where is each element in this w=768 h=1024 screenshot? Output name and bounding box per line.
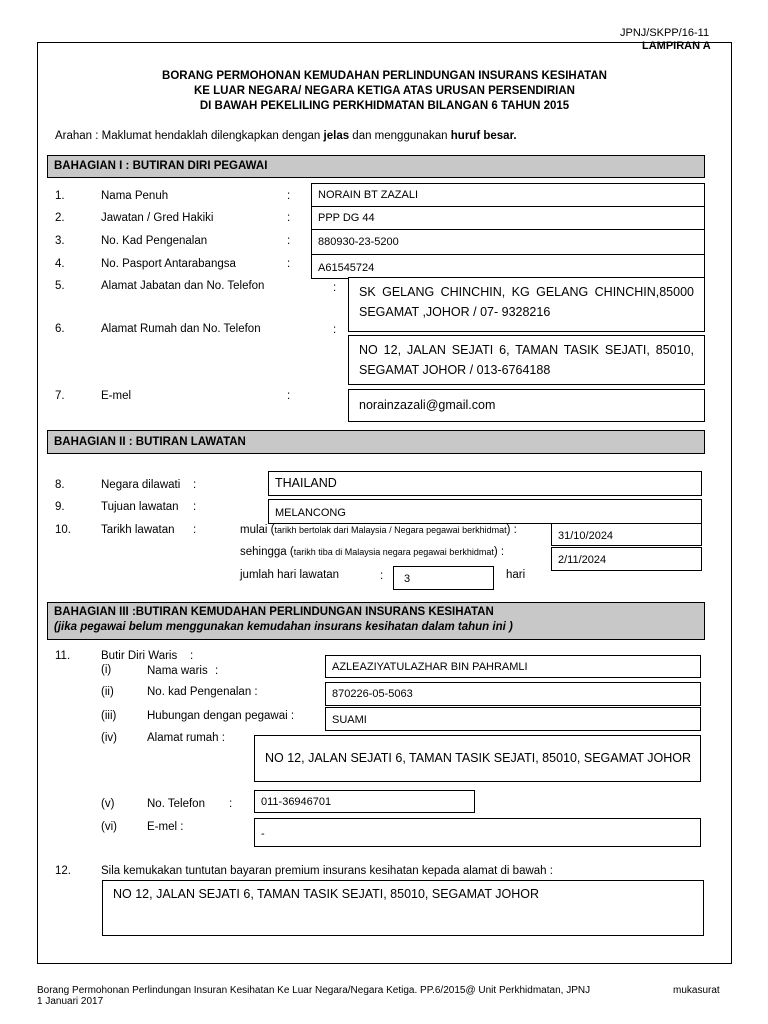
full-name-field[interactable]: NORAIN BT ZAZALI: [311, 183, 705, 207]
heir-relationship-label: Hubungan dengan pegawai :: [147, 710, 295, 722]
position-grade-label: Jawatan / Gred Hakiki: [101, 212, 214, 224]
colon: :: [215, 665, 219, 677]
days-unit-label: hari: [506, 569, 526, 581]
footer-page-label: mukasurat: [673, 985, 720, 996]
office-address-field[interactable]: SK GELANG CHINCHIN, KG GELANG CHINCHIN,85000 SEGAMAT ,JOHOR / 07- 9328216: [348, 277, 705, 332]
colon: :: [287, 390, 291, 402]
total-days-label: jumlah hari lawatan: [240, 569, 340, 581]
section2-header: BAHAGIAN II : BUTIRAN LAWATAN: [47, 430, 705, 454]
colon: :: [229, 798, 233, 810]
field-number: 5.: [55, 280, 65, 292]
field-number: 10.: [55, 524, 71, 536]
footer-text: Borang Permohonan Perlindungan Insuran Kesihatan Ke Luar Negara/Negara Ketiga. PP.6/2015@ Unit Perkhidmatan, JPNJ: [37, 985, 591, 996]
colon: :: [333, 324, 337, 336]
premium-address-label: Sila kemukakan tuntutan bayaran premium insurans kesihatan kepada alamat di bawah :: [101, 865, 553, 877]
ic-number-field[interactable]: 880930-23-5200: [311, 229, 705, 255]
country-label: Negara dilawati: [101, 479, 181, 491]
heir-email-label: E-mel :: [147, 821, 184, 833]
heir-name-field[interactable]: AZLEAZIYATULAZHAR BIN PAHRAMLI: [325, 655, 701, 678]
heir-email-field[interactable]: -: [254, 818, 701, 847]
heir-address-field[interactable]: NO 12, JALAN SEJATI 6, TAMAN TASIK SEJATI, 85010, SEGAMAT JOHOR: [254, 735, 701, 782]
date-from-label: mulai (tarikh bertolak dari Malaysia / Negara pegawai berkhidmat) :: [240, 524, 517, 536]
premium-address-field[interactable]: NO 12, JALAN SEJATI 6, TAMAN TASIK SEJATI, 85010, SEGAMAT JOHOR: [102, 880, 704, 936]
section3-title: BAHAGIAN III :BUTIRAN KEMUDAHAN PERLINDUNGAN INSURANS KESIHATAN: [54, 606, 494, 618]
field-number: 3.: [55, 235, 65, 247]
full-name-label: Nama Penuh: [101, 190, 169, 202]
field-number: 2.: [55, 212, 65, 224]
visit-date-label: Tarikh lawatan: [101, 524, 175, 536]
field-number: 11.: [55, 650, 71, 662]
field-number: 9.: [55, 501, 65, 513]
heir-address-label: Alamat rumah :: [147, 732, 225, 744]
heir-phone-label: No. Telefon: [147, 798, 205, 810]
colon: :: [190, 650, 194, 662]
email-field[interactable]: norainzazali@gmail.com: [348, 389, 705, 422]
home-address-field[interactable]: NO 12, JALAN SEJATI 6, TAMAN TASIK SEJATI, 85010, SEGAMAT JOHOR / 013-6764188: [348, 335, 705, 385]
colon: :: [287, 258, 291, 270]
item-index: (v): [101, 798, 115, 810]
colon: :: [287, 212, 291, 224]
position-grade-field[interactable]: PPP DG 44: [311, 206, 705, 230]
instruction-text: Arahan : Maklumat hendaklah dilengkapkan dengan jelas dan menggunakan huruf besar.: [55, 130, 517, 142]
colon: :: [193, 524, 197, 536]
office-address-label: Alamat Jabatan dan No. Telefon: [101, 280, 265, 292]
heir-details-label: Butir Diri Waris: [101, 650, 178, 662]
colon: :: [193, 479, 197, 491]
date-to-label: sehingga (tarikh tiba di Malaysia negara pegawai berkhidmat) :: [240, 546, 505, 558]
colon: :: [193, 501, 197, 513]
item-index: (ii): [101, 686, 114, 698]
form-title-line3: DI BAWAH PEKELILING PERKHIDMATAN BILANGAN 6 TAHUN 2015: [199, 100, 570, 112]
heir-phone-field[interactable]: 011-36946701: [254, 790, 475, 813]
form-title-line2: KE LUAR NEGARA/ NEGARA KETIGA ATAS URUSAN PERSENDIRIAN: [193, 85, 575, 97]
heir-ic-label: No. kad Pengenalan :: [147, 686, 258, 698]
colon: :: [287, 190, 291, 202]
item-index: (iv): [101, 732, 117, 744]
section1-header: BAHAGIAN I : BUTIRAN DIRI PEGAWAI: [47, 155, 705, 178]
item-index: (iii): [101, 710, 117, 722]
purpose-label: Tujuan lawatan: [101, 501, 179, 513]
form-reference-code: JPNJ/SKPP/16-11: [620, 27, 710, 39]
field-number: 6.: [55, 323, 65, 335]
purpose-field[interactable]: MELANCONG: [268, 499, 702, 524]
country-field[interactable]: THAILAND: [268, 471, 702, 496]
ic-number-label: No. Kad Pengenalan: [101, 235, 208, 247]
field-number: 1.: [55, 190, 65, 202]
colon: :: [380, 570, 384, 582]
passport-number-field[interactable]: A61545724: [311, 254, 705, 279]
heir-name-label: Nama waris: [147, 665, 208, 677]
date-from-field[interactable]: 31/10/2024: [551, 523, 702, 546]
field-number: 4.: [55, 258, 65, 270]
heir-relationship-field[interactable]: SUAMI: [325, 707, 701, 731]
passport-number-label: No. Pasport Antarabangsa: [101, 258, 236, 270]
email-label: E-mel: [101, 390, 132, 402]
field-number: 12.: [55, 865, 71, 877]
field-number: 7.: [55, 390, 65, 402]
field-number: 8.: [55, 479, 65, 491]
colon: :: [287, 235, 291, 247]
section3-header: [47, 602, 705, 640]
home-address-label: Alamat Rumah dan No. Telefon: [101, 323, 261, 335]
colon: :: [333, 282, 337, 294]
item-index: (vi): [101, 821, 117, 833]
item-index: (i): [101, 664, 112, 676]
heir-ic-field[interactable]: 870226-05-5063: [325, 682, 701, 706]
date-to-field[interactable]: 2/11/2024: [551, 547, 702, 571]
form-title-line1: BORANG PERMOHONAN KEMUDAHAN PERLINDUNGAN INSURANS KESIHATAN: [162, 70, 607, 82]
total-days-field[interactable]: 3: [393, 566, 494, 590]
footer-date: 1 Januari 2017: [37, 996, 104, 1007]
attachment-label: LAMPIRAN A: [642, 40, 711, 52]
section3-subtitle: (jika pegawai belum menggunakan kemudahan insurans kesihatan dalam tahun ini ): [54, 621, 513, 633]
